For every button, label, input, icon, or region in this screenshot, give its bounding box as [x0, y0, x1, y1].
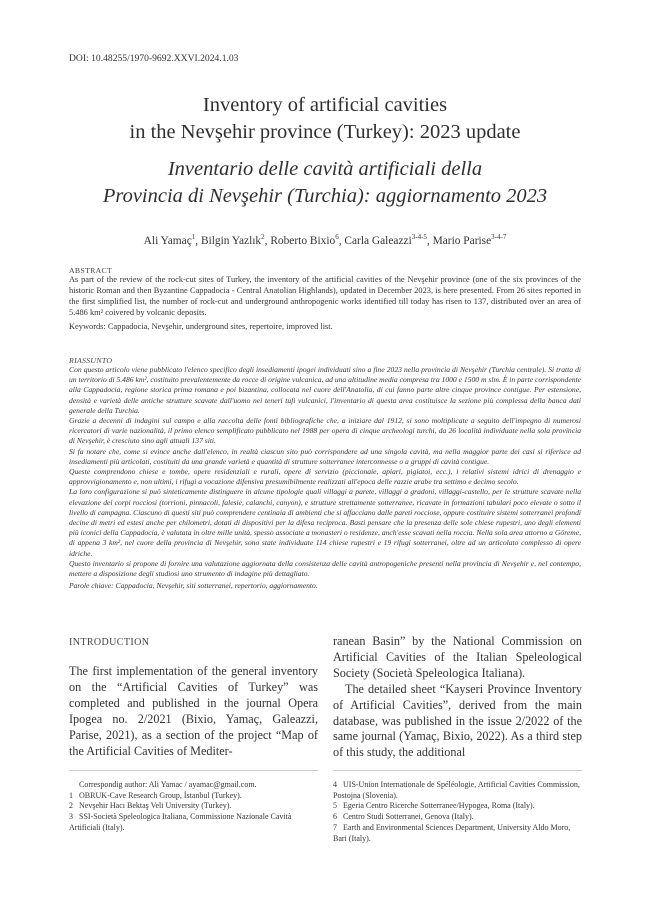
author — [344, 235, 427, 247]
author — [144, 235, 196, 247]
introduction-column-2 — [333, 634, 582, 761]
riassunto-paragraph: Grazie a decenni di indagini sul campo e alla raccolta delle fonti bibliografiche che, a iniziare dal 1912, si sono moltiplicate a seguito dell'impegno di numerosi ricercatori di varie nazionalità, il primo elenco semplificato pubblicato nel 1988 per opera di cinque archeologi turchi, da 26 località individuate nella sola provincia di Nevşehir, è cresciuto sino agli attuali 137 siti. — [69, 416, 581, 446]
footnote-number: 7 — [333, 822, 337, 832]
riassunto-paragraph: La loro configurazione si può sinteticamente distinguere in alcune tipologie quali villaggi a parete, villaggi a gradoni, villaggi-castello, per le strutture scavate nella elevazione dei corpi rocciosi (torrioni, pinnacoli, falesie, calanchi, canyon), e strutture strettamente sotterranee, ricavate in formazioni tabulari poco elevate o sotto il livello di campagna. Ciascuno di questi siti può comprendere centinaia di ambienti che si affacciano dalle pareti rocciose, oppure costituire sistemi sotterranei profondi decine di metri ed estesi anche per chilometri, dotati di dispositivi per la difesa reciproca. Basti pensare che la presenza delle sole chiese rupestri, uno degli elementi più iconici della Cappadocia, è valutata in oltre mille unità, spesso associate a monasteri o residenze, anch'esse scavati nella roccia. Nella sola area attorno a Göreme, di appena 3 km², nel cuore della provincia di Nevşehir, sono state individuate 114 chiese rupestri e 19 rifugi sotterranei, oltre ad un articolato complesso di opere idriche. — [69, 487, 581, 558]
author — [433, 235, 507, 247]
riassunto-heading: RIASSUNTO — [69, 356, 113, 365]
footnote-number: 4 — [333, 780, 337, 789]
author-affiliation: 1 — [191, 233, 196, 241]
footnote-text: Egeria Centro Ricerche Sotterranee/Hypogea, Roma (Italy). — [343, 801, 535, 811]
author — [201, 235, 265, 247]
author-name: Roberto Bixio — [270, 234, 336, 247]
footnote-divider — [69, 770, 318, 771]
footnote — [69, 791, 318, 802]
footnote-number: 3 — [69, 812, 73, 822]
footnote-text: OBRUK-Cave Research Group, İstanbul (Turkey). — [79, 790, 242, 800]
footnote — [333, 801, 582, 812]
abstract-heading: ABSTRACT — [69, 266, 113, 275]
title-italian-line-2: Provincia di Nevşehir (Turchia): aggiornamento 2023 — [102, 185, 548, 207]
author-name: Mario Parise — [432, 234, 492, 247]
footnotes-left — [69, 780, 318, 834]
riassunto-paragraph: Questo inventario si propone di fornire una valutazione aggiornata della consistenza delle cavità antropogeniche presenti nella provincia di Nevşehir e, nel contempo, mettere a disposizione degli studiosi uno strumento di indagine più dettagliato. — [69, 558, 581, 579]
author-affiliation: 6 — [335, 233, 339, 241]
author-affiliation: 2 — [261, 233, 265, 241]
author-name: Ali Yamaç — [143, 234, 192, 247]
title-english-line-1: Inventory of artificial cavities — [202, 94, 448, 116]
author-list: Ali Yamaç$^1$, Bilgin Yazlık$^2$, Roberto Bixio$^6$, Carla Galeazzi$^{3-4-5}$, Mario Parise$^{3-4-7}$ — [143, 233, 507, 247]
footnote-number: 1 — [69, 790, 73, 800]
riassunto-section — [69, 356, 581, 591]
riassunto-paragraph: Con questo articolo viene pubblicato l'elenco specifico degli insediamenti ipogei individuati sino a fine 2023 nella provincia di Nevşehir (Turchia centrale). Si tratta di un territorio di 5.486 km², costituito prevalentemente da rocce di origine vulcanica, ad una altitudine media compresa tra 1000 e 1500 m slm. È in parte corrispondente alla Cappadocia, regione storica prima romana e poi bizantina, collocata nel cuore dell'Anatolia, di cui fanno parte altre cinque province contigue. Per estensione, densità e varietà delle antiche strutture scavate dall'uomo nei teneri tufi vulcanici, l'inventario di questa area costituisce la sezione più complessa della banca dati generale della Turchia. — [69, 365, 581, 415]
title-italian — [0, 156, 650, 210]
author-name: Carla Galeazzi — [344, 234, 412, 247]
footnote-text: Correspondig author: Ali Yamac / ayamac@gmail.com. — [79, 780, 257, 789]
footnote-number: 6 — [333, 812, 337, 822]
abstract-section — [69, 266, 581, 332]
title-english-line-2: in the Nevşehir province (Turkey): 2023 update — [129, 121, 521, 143]
footnote-text: Nevşehir Hacı Bektaş Veli University (Turkey). — [79, 801, 232, 811]
author-affiliation: 3-4-5 — [411, 233, 427, 241]
footnote-divider — [333, 770, 582, 771]
footnote — [69, 812, 318, 833]
footnote-number: 2 — [69, 801, 73, 811]
doi-label: DOI: 10.48255/1970-9692.XXVI.2024.1.03 — [69, 53, 239, 64]
title-english — [0, 92, 650, 146]
author-name: Bilgin Yazlık — [200, 234, 262, 247]
introduction-paragraph: ranean Basin” by the National Commission on Artificial Cavities of the Italian Speleological Society (Società Speleologica Italiana). — [333, 634, 582, 680]
introduction-column-1 — [69, 664, 318, 759]
footnote — [333, 823, 582, 844]
footnote — [333, 780, 582, 801]
author — [270, 235, 338, 247]
footnote-number: 5 — [333, 801, 337, 811]
footnote — [69, 801, 318, 812]
title-italian-line-1: Inventario delle cavità artificiali della — [167, 158, 483, 180]
footnote-text: UIS-Union Internationale de Spéléologie, Artificial Cavities Commission, Postojna (Slovenia). — [333, 780, 580, 800]
riassunto-paragraph: Si fa notare che, come si evince anche dall'elenco, in realtà ciascun sito può corrispondere ad una singola cavità, ma nella maggior parte dei casi si riferisce ad insediamenti più articolati, costituiti da una grande varietà e quantità di strutture sotterranee interconnesse o a gruppi di cavità contigue. — [69, 446, 581, 466]
riassunto-keywords: Parole chiave: Cappadocia, Nevşehir, siti sotterranei, repertorio, aggiornamento. — [69, 581, 318, 591]
abstract-keywords: Keywords: Cappadocia, Nevşehir, underground sites, repertoire, improved list. — [69, 321, 333, 331]
abstract-text: As part of the review of the rock-cut sites of Turkey, the inventory of the artificial cavities of the Nevşehir province (one of the six provinces of the historic Roman and then Byzantine Cappadocia - Central Anatolian Highlands), updated in December 2023, is here presented. From 26 sites reported in the first simplified list, the number of rock-cut and underground anthropogenic works identified till today has risen to 137, distributed over an area of 5.486 km² coivered by volcanic deposits. — [69, 275, 581, 317]
introduction-paragraph: The first implementation of the general inventory on the “Artificial Cavities of Turkey” was completed and published in the journal Opera Ipogea no. 2/2021 (Bixio, Yamaç, Galeazzi, Parise, 2021), as a section of the project “Map of the Artificial Cavities of Mediter- — [69, 664, 318, 758]
footnote-text: Earth and Environmental Sciences Department, University Aldo Moro, Bari (Italy). — [333, 822, 571, 843]
riassunto-paragraph: Queste comprendono chiese e tombe, opere residenziali e rurali, opere di servizio (piccionaie, apiari, pigiatoi, ecc.), i relativi sistemi idrici di drenaggio e approvvigionamento e, non ultimi, i rifugi a vocazione difensiva presumibilmente realizzati all'epoca delle razzie arabe tra settimo e decimo secolo. — [69, 467, 581, 487]
author-affiliation: 3-4-7 — [491, 233, 507, 241]
introduction-heading: INTRODUCTION — [69, 637, 150, 648]
footnotes-right — [333, 780, 582, 844]
footnote — [69, 780, 318, 791]
introduction-paragraph: The detailed sheet “Kayseri Province Inventory of Artificial Cavities”, derived from the main database, was published in the issue 2/2022 of the same journal (Yamaç, Bixio, 2022). As a third step of this study, the additional — [333, 681, 582, 760]
footnote — [333, 812, 582, 823]
footnote-text: SSI-Società Speleologica Italiana, Commissione Nazionale Cavità Artificiali (Italy). — [69, 812, 292, 832]
footnote-text: Centro Studi Sotterranei, Genova (Italy). — [343, 812, 474, 822]
